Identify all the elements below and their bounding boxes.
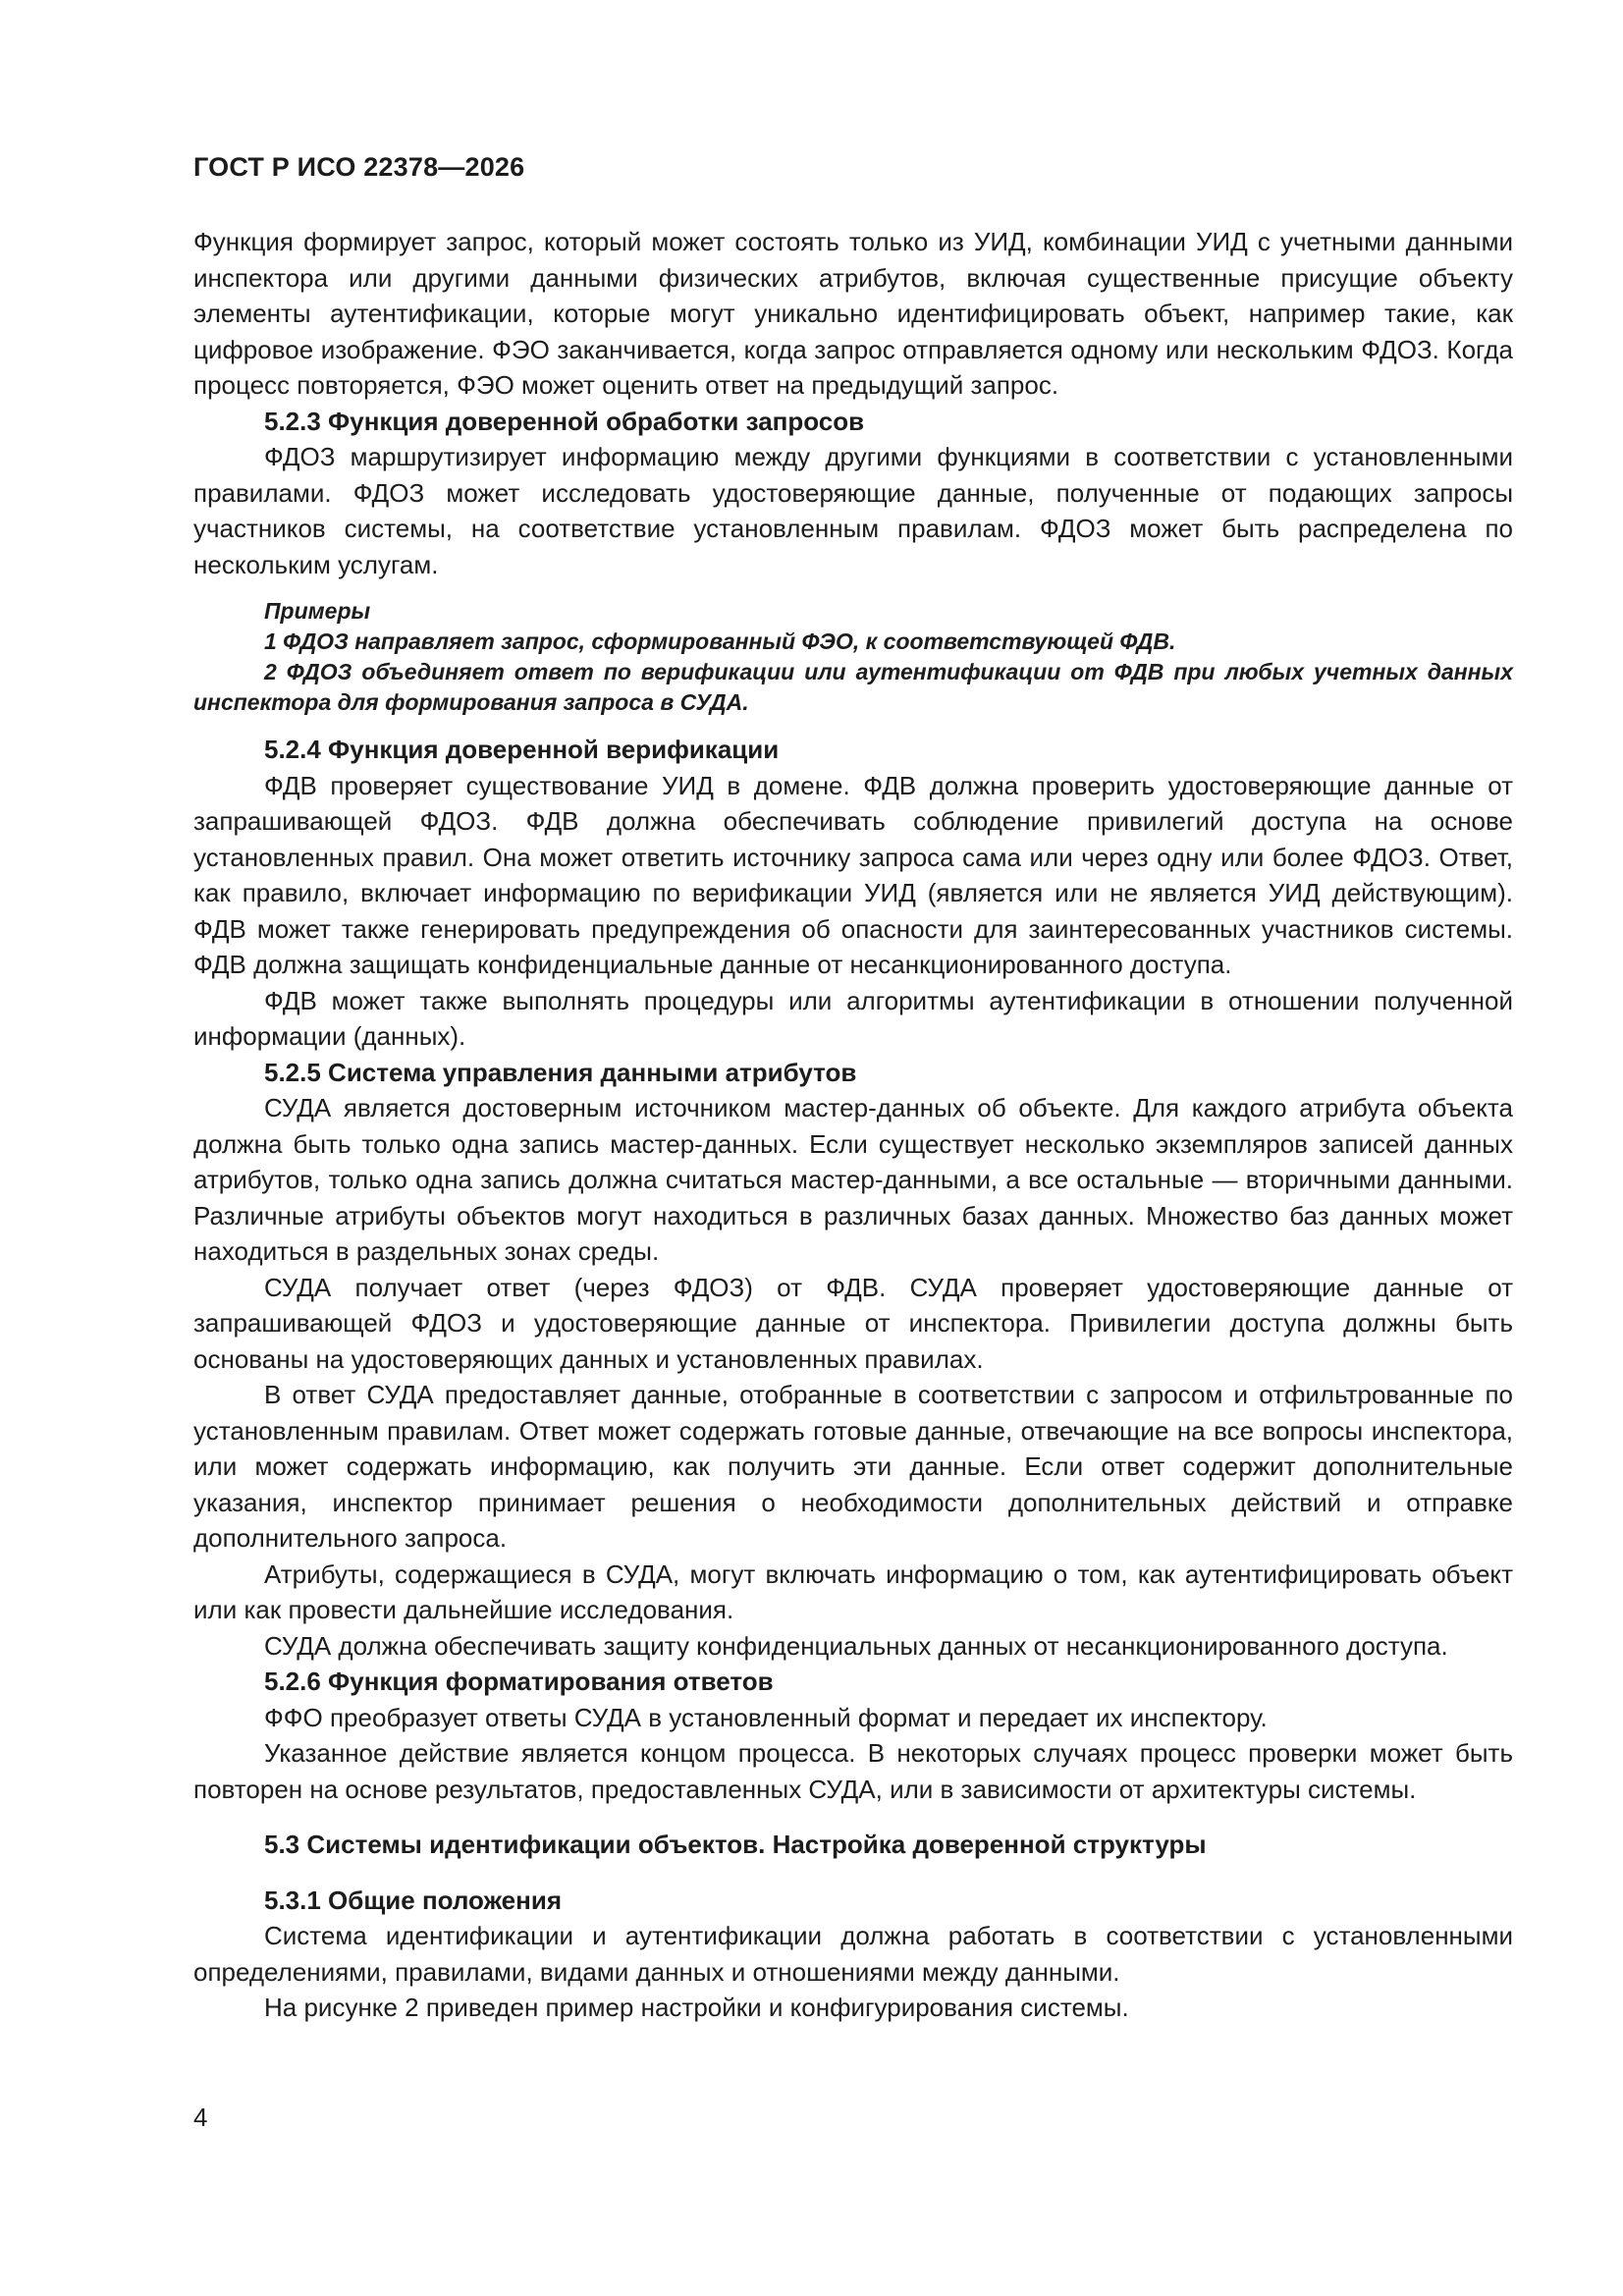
paragraph-intro: Функция формирует запрос, который может состоять только из УИД, комбинации УИД с учетными данными инспектора или другими данными физических атрибутов, включая существенные присущие объекту элементы аутентификации, которые могут уникально идентифицировать объект, например такие, как цифровое изображение. ФЭО заканчивается, когда запрос отправляется одному или нескольким ФДОЗ. Когда процесс повторяется, ФЭО может оценить ответ на предыдущий запрос.: [193, 227, 1513, 400]
heading-5-2-4: 5.2.4 Функция доверенной верификации: [264, 735, 780, 764]
paragraph-5-2-6-2: Указанное действие является концом процесса. В некоторых случаях процесс проверки может быть повторен на основе результатов, предоставленных СУДА, или в зависимости от архитектуры системы.: [193, 1738, 1513, 1804]
paragraph-5-2-5-5: СУДА должна обеспечивать защиту конфиденциальных данных от несанкционированного доступа.: [264, 1630, 1448, 1661]
example-1: 1 ФДОЗ направляет запрос, сформированный ФЭО, к соответствующей ФДВ.: [264, 629, 1176, 654]
example-2: 2 ФДОЗ объединяет ответ по верификации или аутентификации от ФДВ при любых учетных данных инспектора для формирования запроса в СУДА.: [193, 659, 1513, 715]
paragraph-5-2-4-1: ФДВ проверяет существование УИД в домене. ФДВ должна проверить удостоверяющие данные от запрашивающей ФДОЗ. ФДВ должна обеспечивать соблюдение привилегий доступа на основе установленных правил. Она может ответить источнику запроса сама или через одну или более ФДОЗ. Ответ, как правило, включает информацию по верификации УИД (является или не является УИД действующим). ФДВ может также генерировать предупреждения об опасности для заинтересованных участников системы. ФДВ должна защищать конфиденциальные данные от несанкционированного доступа.: [193, 770, 1513, 979]
paragraph-5-2-5-1: СУДА является достоверным источником мастер-данных об объекте. Для каждого атрибута объекта должна быть только одна запись мастер-данных. Если существует несколько экземпляров записей данных атрибутов, только одна запись должна считаться мастер-данными, а все остальные — вторичными данными. Различные атрибуты объектов могут находиться в различных базах данных. Множество баз данных может находиться в раздельных зонах среды.: [193, 1093, 1513, 1266]
document-header: ГОСТ Р ИСО 22378—2026: [193, 152, 525, 182]
document-body: [193, 224, 1513, 2026]
paragraph-5-2-5-3: В ответ СУДА предоставляет данные, отобранные в соответствии с запросом и отфильтрованные по установленным правилам. Ответ может содержать готовые данные, отвечающие на все вопросы инспектора, или может содержать информацию, как получить эти данные. Если ответ содержит дополнительные указания, инспектор принимает решения о необходимости дополнительных действий и отправке дополнительного запроса.: [193, 1380, 1513, 1553]
paragraph-5-2-3-1: ФДОЗ маршрутизирует информацию между другими функциями в соответствии с установленными правилами. ФДОЗ может исследовать удостоверяющие данные, полученные от подающих запросы участников системы, на соответствие установленным правилам. ФДОЗ может быть распределена по нескольким услугам.: [193, 442, 1513, 579]
paragraph-5-2-6-1: ФФО преобразует ответы СУДА в установленный формат и передает их инспектору.: [264, 1702, 1268, 1732]
paragraph-5-2-5-2: СУДА получает ответ (через ФДОЗ) от ФДВ. СУДА проверяет удостоверяющие данные от запрашивающей ФДОЗ и удостоверяющие данные от инспектора. Привилегии доступа должны быть основаны на удостоверяющих данных и установленных правилах.: [193, 1272, 1513, 1374]
paragraph-5-3-1-1: Система идентификации и аутентификации должна работать в соответствии с установленными определениями, правилами, видами данных и отношениями между данными.: [193, 1921, 1513, 1987]
paragraph-5-2-5-4: Атрибуты, содержащиеся в СУДА, могут включать информацию о том, как аутентифицировать объект или как провести дальнейшие исследования.: [193, 1558, 1513, 1624]
page-number: 4: [193, 2103, 208, 2132]
heading-5-3-1: 5.3.1 Общие положения: [264, 1885, 562, 1915]
paragraph-5-3-1-2: На рисунке 2 приведен пример настройки и конфигурирования системы.: [264, 1993, 1129, 2022]
examples-block: [193, 596, 1513, 718]
heading-5-2-5: 5.2.5 Система управления данными атрибутов: [264, 1057, 857, 1087]
heading-5-3: 5.3 Системы идентификации объектов. Настройка доверенной структуры: [264, 1830, 1207, 1859]
paragraph-5-2-4-2: ФДВ может также выполнять процедуры или алгоритмы аутентификации в отношении полученной информации (данных).: [193, 985, 1513, 1051]
heading-5-2-6: 5.2.6 Функция форматирования ответов: [264, 1667, 774, 1696]
examples-title: Примеры: [264, 598, 371, 624]
heading-5-2-3: 5.2.3 Функция доверенной обработки запросов: [264, 406, 865, 436]
